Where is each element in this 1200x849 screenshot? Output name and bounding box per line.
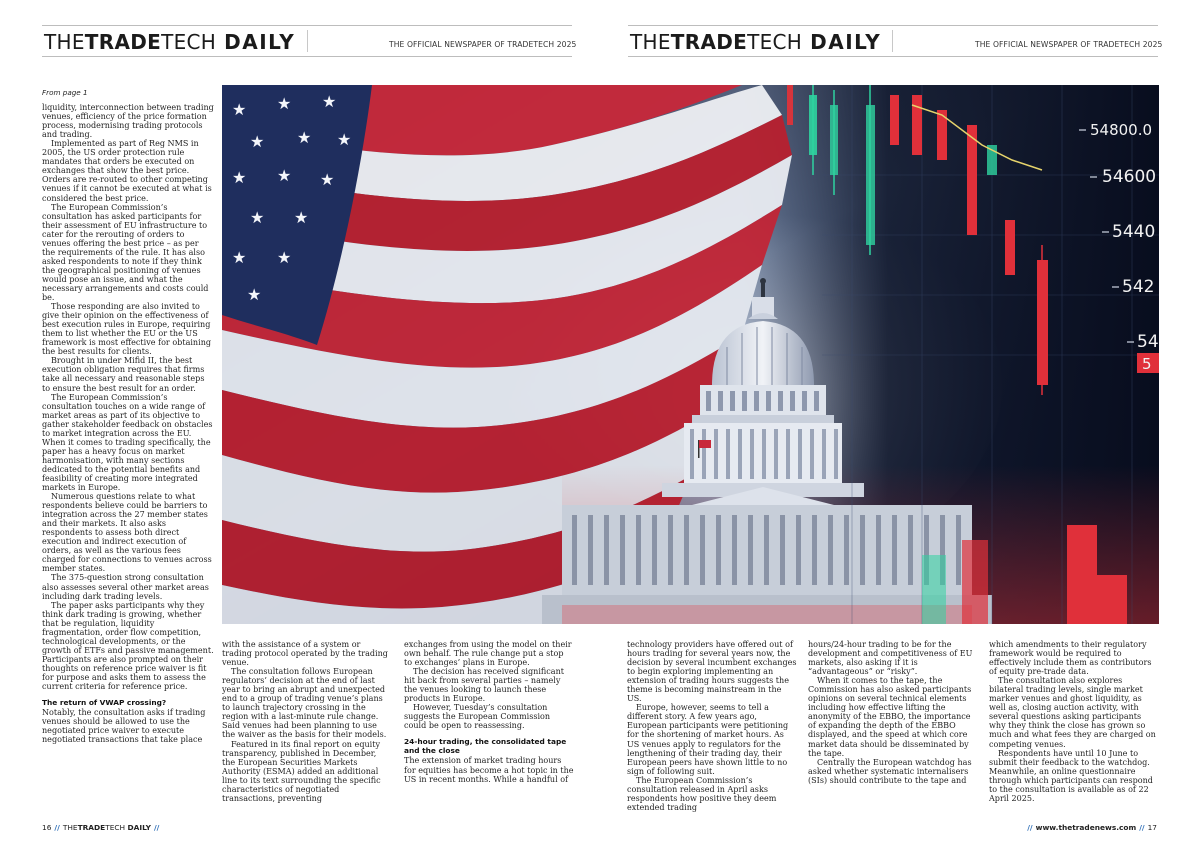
paragraph: exchanges from using the model on their own behalf. The rule change put a stop to exchanges’ plans in Europe. bbox=[404, 640, 572, 668]
paragraph: Centrally the European watchdog has asked whether systematic internalisers (SIs) should contribute to the tape and bbox=[808, 757, 972, 785]
svg-text:★: ★ bbox=[277, 248, 292, 267]
svg-text:★: ★ bbox=[297, 128, 312, 147]
paragraph: The decision has received significant hit back from several parties – namely the venues looking to launch these products in Europe. bbox=[404, 667, 564, 704]
article-column-2 bbox=[222, 640, 392, 803]
paragraph: liquidity, interconnection between trading venues, efficiency of the price formation process, modernising trading protocols and trading. bbox=[42, 103, 214, 140]
price-label-6: 5 bbox=[1142, 355, 1152, 373]
paragraph: The paper asks participants why they think dark trading is growing, whether that be regulation, liquidity fragmentation, order flow competition, technological developments, or the growth of ETFs and passive management. Participants are also prompted on their thoughts on reference price waiver is fit for purpose and asks them to assess the current criteria for reference price. bbox=[42, 600, 214, 692]
right-tagline: THE OFFICIAL NEWSPAPER OF TRADETECH 2025 bbox=[975, 40, 1163, 49]
paragraph: which amendments to their regulatory framework would be required to effectively include them as contributors of equity pre-trade data. bbox=[989, 640, 1152, 677]
svg-text:★: ★ bbox=[250, 132, 265, 151]
svg-text:★: ★ bbox=[277, 166, 292, 185]
price-label-3: 5440 bbox=[1112, 222, 1156, 242]
continued-from-label: From page 1 bbox=[42, 88, 88, 97]
svg-text:★: ★ bbox=[277, 94, 292, 113]
paragraph: hours/24-hour trading to be for the development and competitiveness of EU markets, also asking if it is “advantageous” or “risky”. bbox=[808, 640, 973, 677]
paragraph: The 375-question strong consultation also assesses several other market areas including dark trading levels. bbox=[42, 573, 209, 601]
paragraph: The consultation also explores bilateral trading levels, single market marker venues and ghost liquidity, as well as, closing auction activity, with several questions asking participants why they think the close has grown so much and what fees they are charged on competing venues. bbox=[989, 676, 1156, 749]
left-header-top-rule bbox=[42, 25, 572, 26]
right-masthead: THETRADETECH DAILY bbox=[630, 30, 882, 54]
price-label-4: 542 bbox=[1122, 277, 1155, 297]
section-heading: The return of VWAP crossing? bbox=[42, 698, 167, 708]
article-column-3 bbox=[404, 640, 574, 784]
section-heading: 24-hour trading, the consolidated tape and the close bbox=[404, 737, 567, 756]
right-header-top-rule bbox=[628, 25, 1158, 26]
right-header-bottom-rule bbox=[628, 56, 1158, 57]
paragraph: However, Tuesday’s consultation suggests the European Commission could be open to reassessing. bbox=[404, 703, 551, 731]
svg-text:★: ★ bbox=[232, 248, 247, 267]
paragraph: The extension of market trading hours for equities has become a hot topic in the US in recent months. While a handful of bbox=[404, 756, 574, 784]
left-page-number: 16 bbox=[42, 823, 52, 832]
paragraph: The European Commission’s consultation has asked participants for their assessment of EU infrastructure to cater for the rerouting of orders to venues offering the best price – as per the requirements of the rule. It has also asked respondents to note if they think the geographical positioning of venues would pose an issue, and what the necessary arrangements and costs could be. bbox=[42, 202, 209, 303]
article-column-5 bbox=[808, 640, 978, 785]
paragraph: Brought in under Mifid II, the best execution obligation requires that firms take all necessary and reasonable steps to ensure the best result for an order. bbox=[42, 356, 205, 393]
paragraph: The European Commission’s consultation touches on a wide range of market areas as part of its objective to gather stakeholder feedback on obstacles to market integration across the EU. When it comes to trading specifically, the paper has a heavy focus on market harmonisation, with many sections dedicated to the potential benefits and feasibility of creating more integrated markets in Europe. bbox=[42, 392, 213, 493]
price-label-2: 54600 bbox=[1102, 167, 1157, 187]
right-page-number: 17 bbox=[1147, 823, 1157, 832]
left-header-separator bbox=[307, 30, 308, 52]
paragraph: technology providers have offered out of hours trading for several years now, the decision by several incumbent exchanges to begin exploring implementing an extension of trading hours suggests the theme is becoming mainstream in the US. bbox=[627, 640, 797, 704]
paragraph: Those responding are also invited to give their opinion on the effectiveness of best execution rules in Europe, requiring them to list whether the EU or the US framework is most effective for obtaining the best results for clients. bbox=[42, 302, 212, 357]
paragraph: Implemented as part of Reg NMS in 2005, the US order protection rule mandates that orders be executed on exchanges that show the best price. Orders are re-routed to other competing venues if it cannot be executed at what is considered the best price. bbox=[42, 139, 212, 203]
svg-text:★: ★ bbox=[232, 100, 247, 119]
hero-image-flag-capitol-chart bbox=[222, 85, 1159, 624]
paragraph: The European Commission’s consultation released in April asks respondents how positive they deem extended trading bbox=[627, 775, 777, 812]
left-footer: 16 // THETRADETECH DAILY // bbox=[42, 823, 160, 832]
website-link[interactable]: www.thetradenews.com bbox=[1035, 823, 1137, 832]
paragraph: When it comes to the tape, the Commission has also asked participants opinions on several technical elements including how effective lifting the anonymity of the EBBO, the importance of expanding the depth of the EBBO displayed, and the speed at which core market data should be disseminated by the tape. bbox=[808, 676, 972, 758]
svg-text:★: ★ bbox=[294, 208, 309, 227]
article-column-6 bbox=[989, 640, 1159, 803]
hero-illustration bbox=[222, 85, 1159, 624]
right-header-separator bbox=[892, 30, 893, 52]
paragraph: Notably, the consultation asks if trading venues should be allowed to use the negotiated price waiver to execute negotiated transactions that take place bbox=[42, 708, 206, 745]
article-column-4 bbox=[627, 640, 797, 812]
svg-text:★: ★ bbox=[337, 130, 352, 149]
paragraph: Numerous questions relate to what respondents believe could be barriers to integration across the 27 member states and their markets. It also asks respondents to assess both direct execution and indirect execution of orders, as well as the various fees charged for connections to venues across member states. bbox=[42, 492, 212, 574]
svg-text:★: ★ bbox=[250, 208, 265, 227]
paragraph: Europe, however, seems to tell a different story. A few years ago, European participants were petitioning for the shortening of market hours. As US venues apply to regulators for the lengthening of their trading day, their European peers have shown little to no sign of following suit. bbox=[627, 703, 789, 776]
left-tagline: THE OFFICIAL NEWSPAPER OF TRADETECH 2025 bbox=[389, 40, 577, 49]
svg-text:★: ★ bbox=[322, 92, 337, 111]
paragraph: The consultation follows European regulators’ decision at the end of last year to bring an abrupt and unexpected end to a group of trading venue’s plans to launch trajectory crossing in the region with a last-minute rule change. Said venues had been planning to use the waiver as the basis for their models. bbox=[222, 667, 387, 740]
paragraph: Featured in its final report on equity transparency, published in December, the European Securities Markets Authority (ESMA) added an additional line to its text surrounding the specific characteristics of negotiated transactions, preventing bbox=[222, 739, 381, 803]
price-label-5: 54 bbox=[1137, 332, 1159, 352]
svg-text:★: ★ bbox=[232, 168, 247, 187]
price-label-1: 54800.0 bbox=[1090, 121, 1153, 139]
article-column-1 bbox=[42, 88, 214, 744]
right-footer: // www.thetradenews.com // 17 bbox=[1027, 823, 1157, 832]
left-masthead: THETRADETECH DAILY bbox=[44, 30, 296, 54]
left-header-bottom-rule bbox=[42, 56, 572, 57]
paragraph: Respondents have until 10 June to submit their feedback to the watchdog. Meanwhile, an online questionnaire through which participants can respond to the consultation is available as of 22 April 2025. bbox=[989, 748, 1153, 803]
svg-text:★: ★ bbox=[320, 170, 335, 189]
paragraph: with the assistance of a system or trading protocol operated by the trading venue. bbox=[222, 640, 388, 668]
svg-text:★: ★ bbox=[247, 285, 262, 304]
